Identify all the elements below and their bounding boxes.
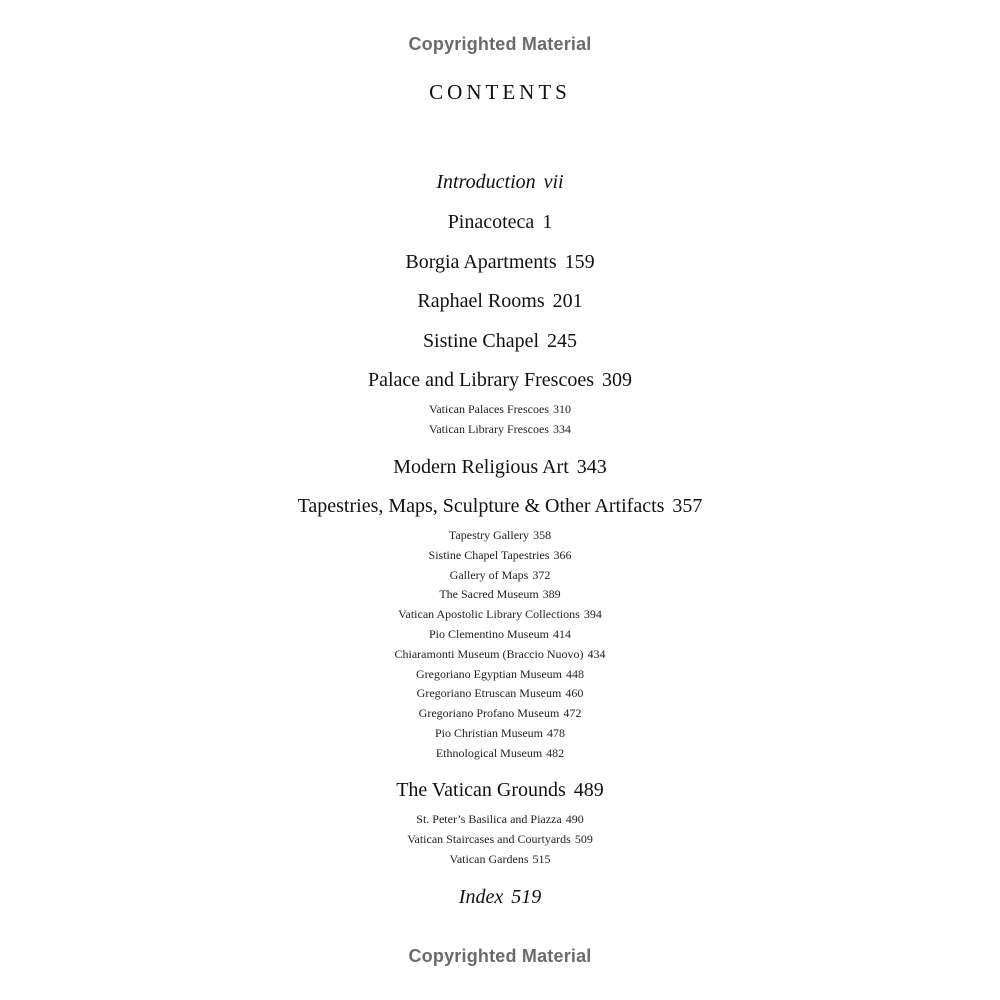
toc-subentry[interactable] bbox=[0, 686, 1000, 701]
toc-entry-sistine-chapel[interactable] bbox=[0, 330, 1000, 353]
toc-entry-palace-library-frescoes[interactable] bbox=[0, 369, 1000, 392]
toc-subentry-page: 358 bbox=[533, 528, 552, 542]
toc-subentry-page: 434 bbox=[587, 647, 606, 661]
toc-entry-title: Introduction bbox=[436, 171, 536, 193]
contents-heading: CONTENTS bbox=[429, 80, 571, 104]
toc-subentry-page: 509 bbox=[574, 832, 593, 846]
toc-subentry-title: Sistine Chapel Tapestries bbox=[428, 548, 550, 562]
toc-subentry[interactable] bbox=[0, 402, 1000, 417]
toc-entry-title: Index bbox=[458, 886, 504, 908]
toc-subentry[interactable] bbox=[0, 726, 1000, 741]
toc-subentry-page: 515 bbox=[532, 852, 551, 866]
toc-entry-vatican-grounds[interactable] bbox=[0, 779, 1000, 802]
toc-subentry-page: 394 bbox=[583, 607, 602, 621]
toc-subentry-title: Pio Christian Museum bbox=[434, 726, 543, 740]
toc-entry-page: 357 bbox=[672, 495, 703, 517]
toc-subentry-title: Gregoriano Etruscan Museum bbox=[416, 686, 562, 700]
toc-subentry-page: 448 bbox=[565, 667, 584, 681]
toc-subentry-title: Gallery of Maps bbox=[449, 568, 529, 582]
toc-subentry[interactable] bbox=[0, 706, 1000, 721]
toc-subentry[interactable] bbox=[0, 667, 1000, 682]
toc-entry-title: Borgia Apartments bbox=[405, 251, 557, 273]
toc-entry-page: 343 bbox=[576, 456, 607, 478]
toc-subentry[interactable] bbox=[0, 647, 1000, 662]
toc-subentry[interactable] bbox=[0, 812, 1000, 827]
toc-entry-page: 245 bbox=[547, 330, 578, 352]
toc-entry-page: vii bbox=[543, 171, 564, 193]
toc-subentry-title: The Sacred Museum bbox=[439, 587, 539, 601]
toc-subentry[interactable] bbox=[0, 627, 1000, 642]
toc-entry-title: Palace and Library Frescoes bbox=[367, 369, 594, 391]
toc-subentry[interactable] bbox=[0, 746, 1000, 761]
toc-subentry-page: 482 bbox=[546, 746, 565, 760]
toc-subentry-page: 389 bbox=[542, 587, 561, 601]
toc-entry-raphael-rooms[interactable] bbox=[0, 290, 1000, 313]
toc-subentry-title: Vatican Library Frescoes bbox=[429, 422, 549, 436]
toc-subentry[interactable] bbox=[0, 422, 1000, 437]
toc-subentry-page: 490 bbox=[565, 812, 584, 826]
toc-subentry[interactable] bbox=[0, 528, 1000, 543]
toc-subentry-page: 414 bbox=[553, 627, 571, 641]
toc-subentry-page: 478 bbox=[547, 726, 565, 740]
toc-entry-introduction[interactable] bbox=[0, 171, 1000, 194]
toc-subentry[interactable] bbox=[0, 548, 1000, 563]
toc-subentry-title: Vatican Gardens bbox=[449, 852, 529, 866]
toc-subentry-title: St. Peter’s Basilica and Piazza bbox=[416, 812, 562, 826]
toc-entry-borgia-apartments[interactable] bbox=[0, 251, 1000, 274]
toc-entry-page: 489 bbox=[573, 779, 604, 801]
toc-subentry-title: Pio Clementino Museum bbox=[429, 627, 549, 641]
toc-entry-title: Tapestries, Maps, Sculpture & Other Artifacts bbox=[297, 495, 665, 517]
toc-entry-page: 1 bbox=[542, 211, 553, 233]
toc-subentry-page: 460 bbox=[565, 686, 584, 700]
toc-subentry-title: Ethnological Museum bbox=[435, 746, 543, 760]
toc-subentry-title: Gregoriano Profano Museum bbox=[418, 706, 560, 720]
toc-subentry[interactable] bbox=[0, 607, 1000, 622]
toc-entry-modern-religious-art[interactable] bbox=[0, 456, 1000, 479]
toc-subentry-page: 366 bbox=[553, 548, 572, 562]
toc-entry-page: 309 bbox=[602, 369, 632, 391]
toc-entry-title: The Vatican Grounds bbox=[396, 779, 566, 801]
toc-subentry-title: Chiaramonti Museum (Braccio Nuovo) bbox=[394, 647, 584, 661]
toc-subentry[interactable] bbox=[0, 587, 1000, 602]
toc-subentry-page: 310 bbox=[552, 402, 571, 416]
toc-subentry[interactable] bbox=[0, 568, 1000, 583]
toc-entry-title: Modern Religious Art bbox=[393, 456, 569, 478]
toc-subentry-title: Vatican Palaces Frescoes bbox=[429, 402, 549, 416]
toc-subentry-title: Tapestry Gallery bbox=[448, 528, 530, 542]
toc-entry-title: Sistine Chapel bbox=[422, 330, 540, 352]
toc-entry-title: Raphael Rooms bbox=[417, 290, 545, 312]
copyright-watermark-bottom: Copyrighted Material bbox=[408, 946, 592, 966]
toc-subentry-page: 372 bbox=[532, 568, 551, 582]
toc-entry-pinacoteca[interactable] bbox=[0, 211, 1000, 234]
toc-entry-page: 201 bbox=[552, 290, 583, 312]
toc-subentry-page: 334 bbox=[552, 422, 571, 436]
toc-subentry-title: Vatican Staircases and Courtyards bbox=[407, 832, 571, 846]
toc-subentry[interactable] bbox=[0, 832, 1000, 847]
copyright-watermark-top: Copyrighted Material bbox=[408, 34, 592, 54]
toc-entry-title: Pinacoteca bbox=[447, 211, 535, 233]
toc-subentry-page: 472 bbox=[563, 706, 582, 720]
toc-entry-page: 159 bbox=[564, 251, 595, 273]
toc-subentry-title: Gregoriano Egyptian Museum bbox=[416, 667, 562, 681]
toc-subentry-title: Vatican Apostolic Library Collections bbox=[398, 607, 580, 621]
toc-entry-tapestries-maps-sculpture[interactable] bbox=[0, 495, 1000, 518]
toc-entry-page: 519 bbox=[511, 886, 542, 908]
toc-subentry[interactable] bbox=[0, 852, 1000, 867]
toc-entry-index[interactable] bbox=[0, 886, 1000, 909]
